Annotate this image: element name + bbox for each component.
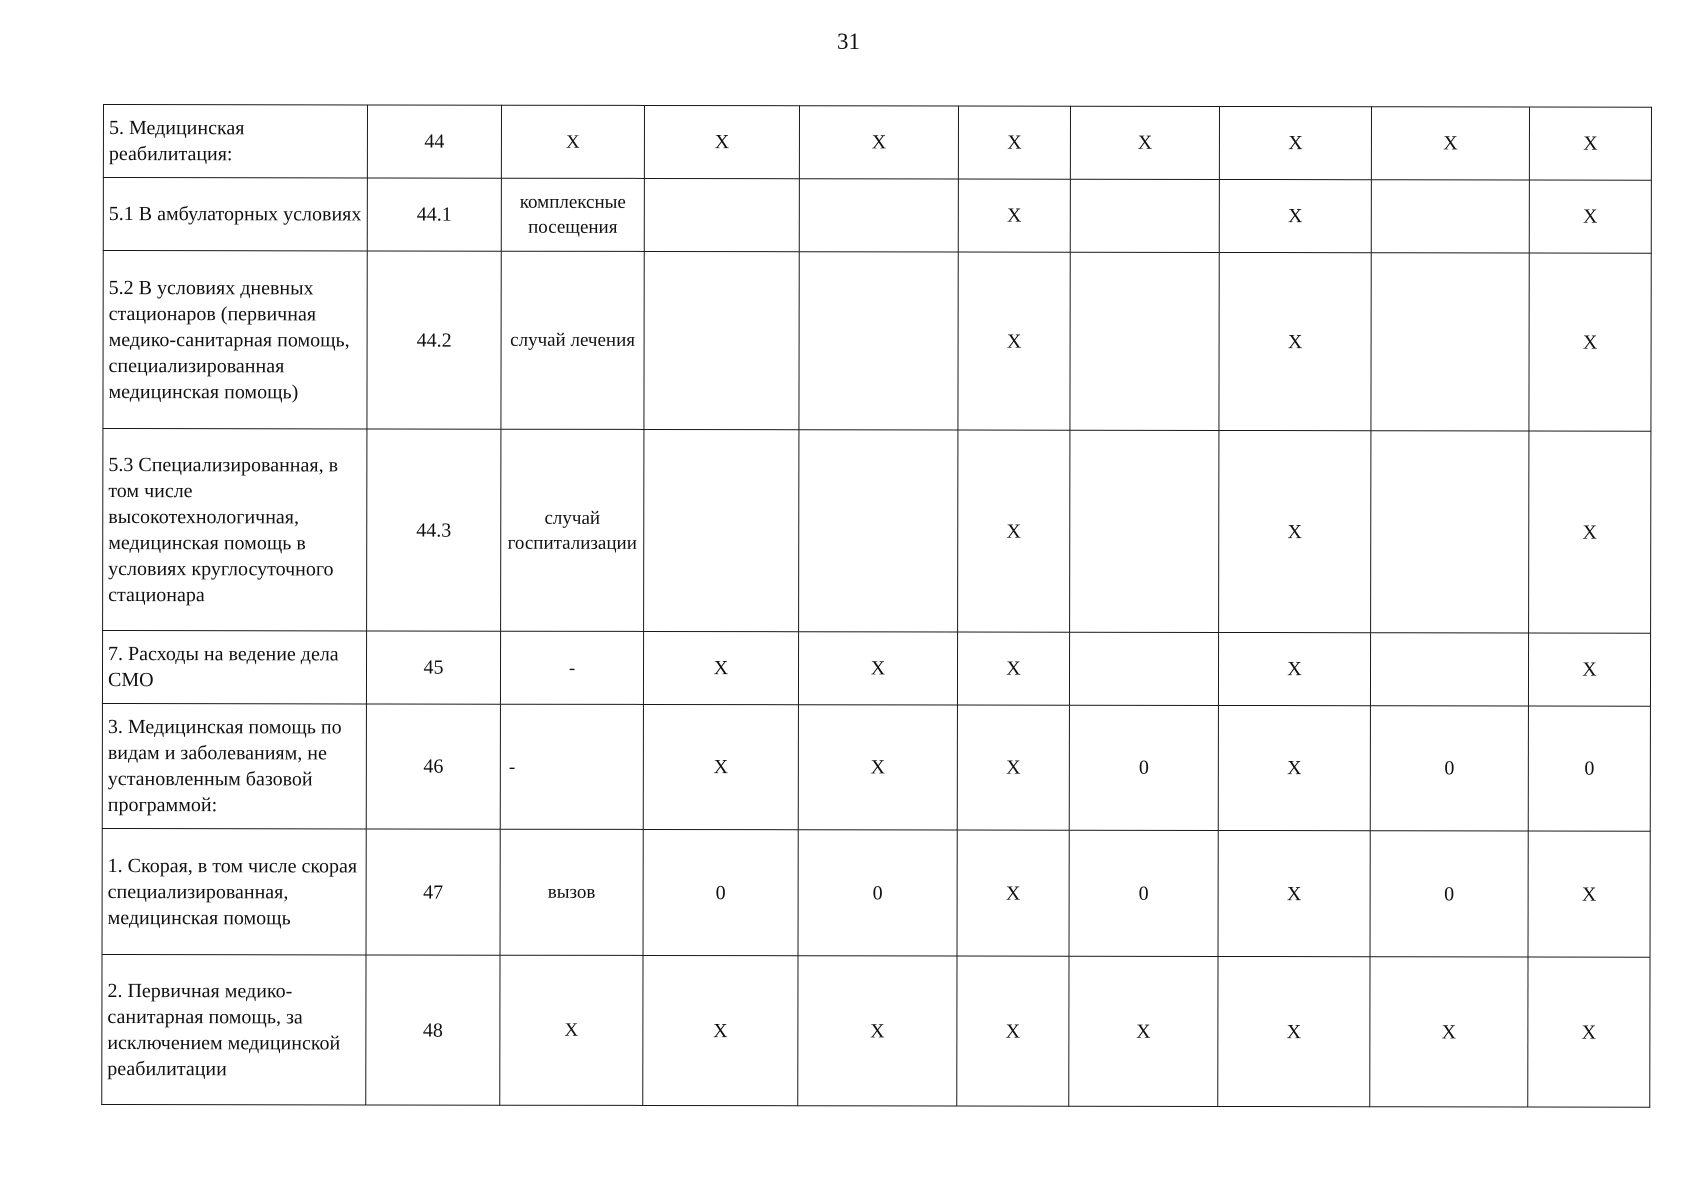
table-cell: X [958, 179, 1070, 252]
row-code: 44.1 [367, 178, 501, 251]
table-cell [644, 251, 799, 429]
row-code: 44 [367, 105, 501, 178]
table-cell: X [1529, 431, 1651, 633]
table-row [103, 105, 1651, 181]
row-code: 47 [366, 829, 500, 955]
table-cell: X [957, 956, 1069, 1106]
table-cell: X [1528, 633, 1650, 706]
table-cell: X [1219, 252, 1371, 430]
data-table [101, 104, 1652, 1108]
table-cell: 0 [1370, 831, 1528, 957]
table-cell: X [799, 106, 958, 179]
table-cell: 0 [1370, 706, 1528, 831]
table-cell: X [958, 430, 1070, 632]
row-code: 46 [366, 704, 500, 829]
row-name: 5.2 В условиях дневных стационаров (первичная медико-санитарная помощь, специализированная медицинская помощь) [103, 251, 367, 429]
table-cell: X [1529, 107, 1651, 180]
table-cell: X [798, 956, 957, 1106]
table-cell: X [1218, 830, 1370, 956]
table-cell: X [1528, 831, 1650, 957]
row-code: 44.3 [367, 429, 501, 631]
row-unit: комплексные посещения [501, 178, 644, 251]
table-cell: X [643, 955, 798, 1105]
table-cell: X [957, 830, 1069, 956]
table-cell [644, 178, 799, 251]
table-cell [1371, 180, 1529, 253]
page-number: 31 [837, 29, 860, 54]
table-cell [1070, 179, 1219, 252]
row-name: 5.1 В амбулаторных условиях [103, 178, 367, 251]
row-unit: случай лечения [501, 251, 644, 429]
table-cell: 0 [798, 830, 957, 956]
table-cell: X [958, 106, 1070, 179]
row-unit: вызов [500, 829, 643, 955]
table-cell: X [1218, 956, 1370, 1106]
row-unit: - [500, 631, 643, 704]
row-code: 48 [366, 955, 500, 1105]
table-row [102, 703, 1650, 831]
table-cell: X [1069, 956, 1218, 1106]
table-cell [799, 252, 958, 430]
table-cell [1370, 633, 1528, 706]
table-cell [644, 429, 799, 631]
row-name: 5.3 Специализированная, в том числе высокотехнологичная, медицинская помощь в условиях круглосуточного стационара [103, 429, 367, 631]
table-cell: X [1218, 632, 1370, 705]
table-row [102, 631, 1650, 707]
table-cell: 0 [643, 829, 798, 955]
table-row [102, 828, 1650, 957]
table-cell [1070, 430, 1219, 632]
table-cell [1069, 632, 1218, 705]
row-code: 44.2 [367, 251, 501, 429]
table-cell: X [643, 704, 798, 829]
row-unit: X [500, 955, 643, 1105]
table-cell [799, 430, 958, 632]
table-cell: X [1529, 180, 1651, 253]
table-cell: 0 [1069, 705, 1218, 830]
table-cell: X [957, 632, 1069, 705]
table-cell: X [1528, 957, 1650, 1107]
table-cell: X [798, 705, 957, 830]
table-row [102, 954, 1650, 1107]
table-row [103, 429, 1651, 634]
table-cell [1070, 252, 1219, 430]
table-row [103, 178, 1651, 254]
table-row [103, 251, 1651, 432]
table-cell [1371, 253, 1529, 431]
table-cell: X [1218, 705, 1370, 830]
table-cell: X [1219, 179, 1371, 252]
table-cell: X [1070, 106, 1219, 179]
table-cell: X [1371, 107, 1529, 180]
row-name: 3. Медицинская помощь по видам и заболеваниям, не установленным базовой программой: [102, 703, 366, 828]
table-cell: 0 [1528, 706, 1650, 831]
row-name: 1. Скорая, в том числе скорая специализированная, медицинская помощь [102, 828, 366, 954]
table-cell: X [1219, 106, 1371, 179]
table-cell: X [1370, 957, 1528, 1107]
table-cell [1371, 431, 1529, 633]
table-cell: X [644, 105, 799, 178]
row-unit: случай госпитализации [501, 429, 644, 631]
table-cell: 0 [1069, 830, 1218, 956]
table-cell: X [1529, 253, 1651, 431]
row-name: 7. Расходы на ведение дела СМО [102, 631, 366, 704]
table-cell: X [643, 631, 798, 704]
table-cell: X [958, 252, 1070, 430]
row-name: 2. Первичная медико-санитарная помощь, за исключением медицинской реабилитации [102, 954, 366, 1104]
row-code: 45 [366, 631, 500, 704]
row-unit: X [501, 105, 644, 178]
table-cell [799, 179, 958, 252]
table-cell: X [1219, 430, 1371, 632]
table-cell: X [957, 705, 1069, 830]
row-unit: - [500, 704, 643, 829]
table-cell: X [798, 632, 957, 705]
row-name: 5. Медицинская реабилитация: [103, 105, 367, 178]
